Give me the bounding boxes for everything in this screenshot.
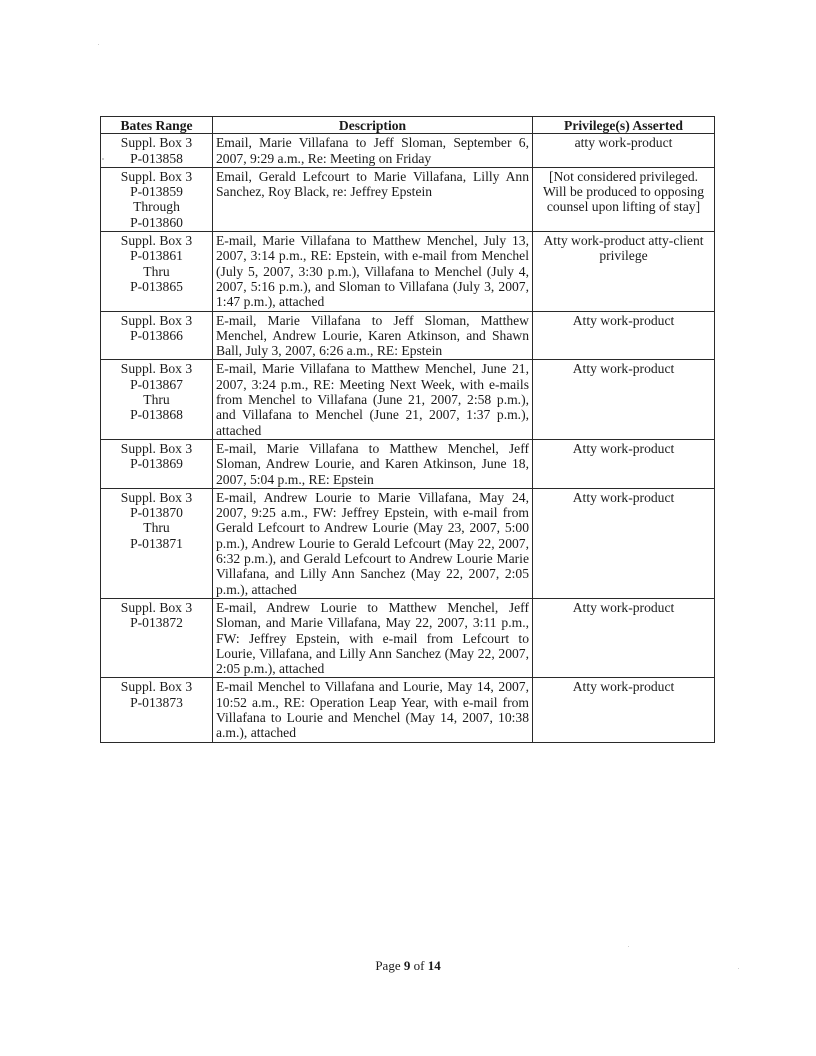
description-cell: Email, Marie Villafana to Jeff Sloman, September 6, 2007, 9:29 a.m., Re: Meeting on Friday bbox=[213, 134, 533, 168]
bates-range-cell bbox=[101, 167, 213, 231]
bates-range-cell bbox=[101, 678, 213, 742]
table-row bbox=[101, 439, 715, 488]
bates-range-cell bbox=[101, 232, 213, 311]
bates-line: Suppl. Box 3 bbox=[120, 489, 193, 505]
description-cell: E-mail, Marie Villafana to Matthew Menchel, Jeff Sloman, Andrew Lourie, and Karen Atkinson, June 18, 2007, 5:04 p.m., RE: Epstein bbox=[213, 439, 533, 488]
bates-line: P-013866 bbox=[130, 327, 183, 343]
scan-speck bbox=[98, 44, 99, 45]
bates-line: P-013860 bbox=[130, 214, 183, 230]
description-cell: E-mail, Andrew Lourie to Marie Villafana, May 24, 2007, 9:25 a.m., FW: Jeffrey Epstein, with e-mail from Gerald Lefcourt to Andrew Lourie (May 23, 2007, 5:00 p.m.), Andrew Lourie to Gerald Lefcourt (May 22, 2007, 6:32 p.m.), and Gerald Lefcourt to Andrew Lourie Marie Villafana, and Lilly Ann Sanchez (May 22, 2007, 2:05 p.m.), attached bbox=[213, 488, 533, 598]
page-label: Page bbox=[375, 958, 401, 973]
bates-line: Suppl. Box 3 bbox=[120, 135, 193, 151]
bates-line: P-013873 bbox=[130, 694, 183, 710]
description-cell: E-mail Menchel to Villafana and Lourie, May 14, 2007, 10:52 a.m., RE: Operation Leap Year, with e-mail from Villafana to Lourie and Menchel (May 14, 2007, 10:38 a.m.), attached bbox=[213, 678, 533, 742]
table-header-row bbox=[101, 117, 715, 134]
table-row bbox=[101, 232, 715, 311]
page-number-footer bbox=[0, 958, 816, 974]
header-description: Description bbox=[213, 117, 533, 134]
privilege-cell: Atty work-product bbox=[533, 488, 715, 598]
bates-range-cell bbox=[101, 360, 213, 439]
bates-range-cell bbox=[101, 311, 213, 360]
privilege-cell: Atty work-product bbox=[533, 360, 715, 439]
total-pages-number: 14 bbox=[427, 958, 441, 973]
bates-line: P-013859 bbox=[130, 184, 183, 200]
table-row bbox=[101, 134, 715, 168]
bates-line: Thru bbox=[143, 392, 170, 408]
bates-range-cell bbox=[101, 488, 213, 598]
description-cell: E-mail, Marie Villafana to Jeff Sloman, Matthew Menchel, Andrew Lourie, Karen Atkinson, and Shawn Ball, July 3, 2007, 6:26 a.m., RE: Epstein bbox=[213, 311, 533, 360]
table-row bbox=[101, 598, 715, 677]
bates-line: P-013868 bbox=[130, 407, 183, 423]
table-row bbox=[101, 678, 715, 742]
bates-line: Suppl. Box 3 bbox=[120, 599, 193, 615]
bates-line: Suppl. Box 3 bbox=[120, 312, 193, 328]
description-cell: E-mail, Andrew Lourie to Matthew Menchel, Jeff Sloman, and Marie Villafana, May 22, 2007, 3:11 p.m., FW: Jeffrey Epstein, with e-mail from Lefcourt to Lourie, Villafana, and Lilly Ann Sanchez (May 22, 2007, 2:05 p.m.), attached bbox=[213, 598, 533, 677]
bates-line: Through bbox=[133, 199, 180, 215]
table-row bbox=[101, 167, 715, 231]
header-privileges-asserted: Privilege(s) Asserted bbox=[533, 117, 715, 134]
header-bates-range: Bates Range bbox=[101, 117, 213, 134]
privilege-cell: [Not considered privileged. Will be produced to opposing counsel upon lifting of stay] bbox=[533, 167, 715, 231]
bates-line: P-013865 bbox=[130, 278, 183, 294]
table-row bbox=[101, 488, 715, 598]
bates-line: P-013858 bbox=[130, 150, 183, 166]
bates-line: P-013871 bbox=[130, 535, 183, 551]
privilege-cell: Atty work-product atty-client privilege bbox=[533, 232, 715, 311]
bates-line: Suppl. Box 3 bbox=[120, 233, 193, 249]
bates-line: Thru bbox=[143, 520, 170, 536]
bates-line: Suppl. Box 3 bbox=[120, 361, 193, 377]
bates-line: Suppl. Box 3 bbox=[120, 679, 193, 695]
bates-line: P-013867 bbox=[130, 376, 183, 392]
bates-line: P-013870 bbox=[130, 505, 183, 521]
table-row bbox=[101, 360, 715, 439]
current-page-number: 9 bbox=[403, 958, 411, 973]
privilege-cell: Atty work-product bbox=[533, 311, 715, 360]
scan-speck bbox=[628, 946, 629, 947]
description-cell: E-mail, Marie Villafana to Matthew Menchel, June 21, 2007, 3:24 p.m., RE: Meeting Next Week, with e-mails from Menchel to Villafana (June 21, 2007, 2:58 p.m.), and Villafana to Menchel (June 21, 2007, 1:37 p.m.), attached bbox=[213, 360, 533, 439]
bates-line: Suppl. Box 3 bbox=[120, 440, 193, 456]
page-of-label: of bbox=[413, 958, 425, 973]
bates-line: Suppl. Box 3 bbox=[120, 168, 193, 184]
table-row bbox=[101, 311, 715, 360]
bates-line: Thru bbox=[143, 263, 170, 279]
bates-range-cell bbox=[101, 439, 213, 488]
privilege-log-table bbox=[100, 116, 715, 743]
bates-line: P-013872 bbox=[130, 615, 183, 631]
description-cell: Email, Gerald Lefcourt to Marie Villafana, Lilly Ann Sanchez, Roy Black, re: Jeffrey Epstein bbox=[213, 167, 533, 231]
privilege-cell: Atty work-product bbox=[533, 678, 715, 742]
bates-range-cell bbox=[101, 598, 213, 677]
description-cell: E-mail, Marie Villafana to Matthew Menchel, July 13, 2007, 3:14 p.m., RE: Epstein, with e-mail from Menchel (July 5, 2007, 3:30 p.m.), Villafana to Menchel (July 4, 2007, 5:16 p.m.), and Sloman to Villafana (July 3, 2007, 1:47 p.m.), attached bbox=[213, 232, 533, 311]
privilege-cell: Atty work-product bbox=[533, 598, 715, 677]
privilege-cell: Atty work-product bbox=[533, 439, 715, 488]
bates-line: P-013869 bbox=[130, 456, 183, 472]
privilege-cell: atty work-product bbox=[533, 134, 715, 168]
bates-line: P-013861 bbox=[130, 248, 183, 264]
bates-range-cell bbox=[101, 134, 213, 168]
